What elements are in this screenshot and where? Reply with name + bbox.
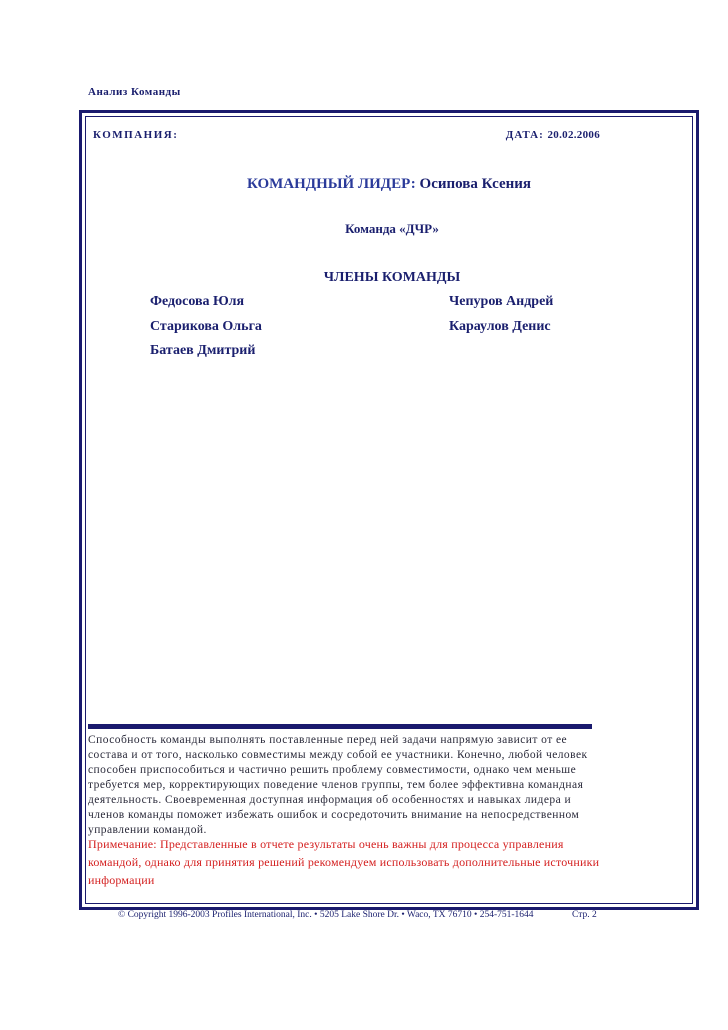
team-leader [82,176,696,193]
team-name: Команда «ДЧР» [345,221,439,236]
team-member: Чепуров Андрей [449,294,554,309]
description-text: Способность команды выполнять поставленные перед ней задачи напрямую зависит от ее состава и от того, насколько совместимы между собой ее участники. Конечно, любой человек способен приспособиться и частично решить проблему совместимости, однако чем меньше требуется мер, корректирующих поведение членов группы, тем более эффективна командная деятельность. Своевременная доступная информация об особенностях и навыках лидера и членов команды поможет избежать ошибок и сосредоточить внимание на непосредственном управлении командой. [88,734,588,836]
team-member: Старикова Ольга [150,319,262,334]
copyright-text: © Copyright 1996-2003 Profiles International, Inc. • 5205 Lake Shore Dr. • Waco, TX 76710 • 254-751-1644 [118,910,534,920]
date-value: 20.02.2006 [547,129,600,141]
team-member: Федосова Юля [150,294,245,309]
team-leader-name: Осипова Ксения [419,176,532,192]
page-number: Стр. 2 [572,910,597,920]
team-member: Караулов Денис [449,319,551,334]
company-label: КОМПАНИЯ: [93,129,179,141]
section-divider [88,724,592,729]
report-frame [79,110,699,920]
date-label: ДАТА: [505,129,544,141]
team-leader-label: КОМАНДНЫЙ ЛИДЕР: [246,176,416,192]
note-text: Примечание: Представленные в отчете результаты очень важны для процесса управления командой, однако для принятия решений рекомендуем использовать дополнительные источники информации [88,837,600,887]
date-block [506,129,600,141]
report-title: Анализ Команды [88,86,181,98]
members-title: ЧЛЕНЫ КОМАНДЫ [323,270,461,285]
team-member: Батаев Дмитрий [150,343,256,358]
